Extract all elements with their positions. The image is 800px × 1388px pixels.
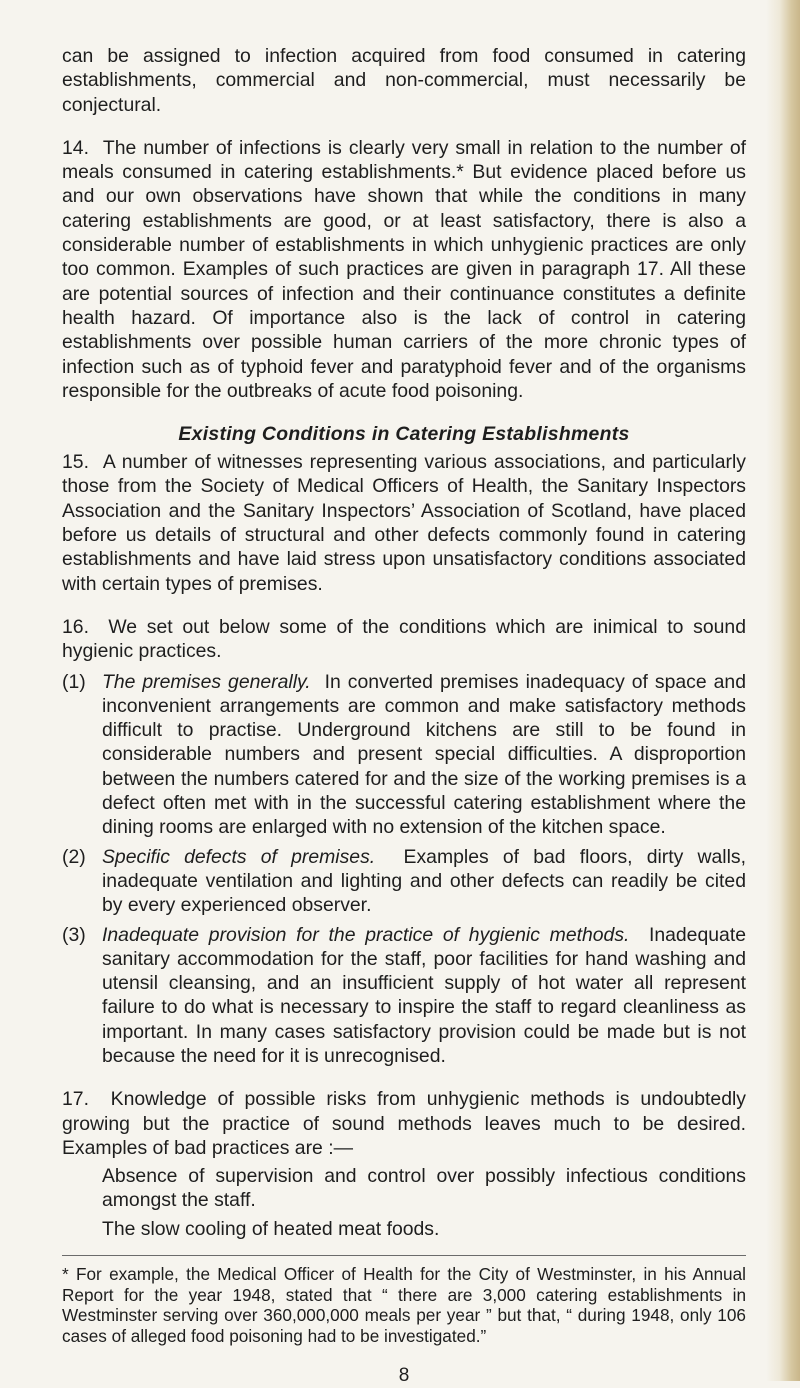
example-item: The slow cooling of heated meat foods. <box>102 1217 440 1240</box>
list-item-text: Inadequate sanitary accommodation for the staff, poor facilities for hand washing and utensil cleansing, and an insufficient supply of hot water all represent failure to do what is necessary to inspire the staff to regard cleanliness as important. In many cases satisfactory provision could be made but is not because the need for it is unrecognised. <box>102 923 746 1067</box>
paragraph-17-text: Knowledge of possible risks from unhygienic methods is undoubtedly growing but the practice of sound methods leaves much to be desired. Examples of bad practices are :— <box>62 1088 747 1159</box>
list-item-text: Examples of bad floors, dirty walls, inadequate ventilation and lighting and other defects can readily be cited by every experienced observer. <box>102 845 746 917</box>
list-item <box>62 670 746 840</box>
footnote-divider <box>62 1255 746 1256</box>
list-item-lead: The premises generally. <box>102 670 311 693</box>
list-item-lead: Inadequate provision for the practice of hygienic methods. <box>102 923 630 946</box>
paragraph-14-number: 14. <box>62 136 89 159</box>
footnote-text: * For example, the Medical Officer of Health for the City of Westminster, in his Annual Report for the year 1948, stated that “ there are 3,000 catering establishments in Westminster serving over 360,000,000 meals per year ” but that, “ during 1948, only 106 cases of alleged food poisoning had to be investigated.” <box>62 1264 746 1346</box>
paragraph-16 <box>62 615 746 664</box>
list-item-lead: Specific defects of premises. <box>102 845 376 868</box>
list-item-number: (3) <box>62 923 86 946</box>
list-item-number: (2) <box>62 845 86 868</box>
paragraph-15-text: A number of witnesses representing various associations, and particularly those from the Society of Medical Officers of Health, the Sanitary Inspectors Association and the Sanitary Inspectors’ Association of Scotland, have placed before us details of structural and other defects commonly found in catering establishments and have laid stress upon unsatisfactory conditions associated with certain types of premises. <box>62 451 746 595</box>
paragraph-14-text: The number of infections is clearly very small in relation to the number of meals consumed in catering establishments.* But evidence placed before us and our own observations have shown that while the conditions in many catering establishments are good, or at least satisfactory, there is also a considerable number of establishments in which unhygienic practices are only too common. Examples of such practices are given in paragraph 17. All these are potential sources of infection and their continuance constitutes a definite health hazard. Of importance also is the lack of control in catering establishments over possible human carriers of the more chronic types of infection such as of typhoid fever and paratyphoid fever and of the organisms responsible for the outbreaks of acute food poisoning. <box>62 136 746 402</box>
example-item: Absence of supervision and control over possibly infectious conditions amongst the staff. <box>102 1165 746 1212</box>
list-item-text: In converted premises inadequacy of space and inconvenient arrangements are common and make satisfactory methods difficult to practise. Underground kitchens are still to be found in considerable numbers and present special difficulties. A disproportion between the numbers catered for and the size of the working premises is a defect often met with in the successful catering establishment where the dining rooms are enlarged with no extension of the kitchen space. <box>102 670 746 839</box>
paragraph-16-text: We set out below some of the conditions which are inimical to sound hygienic practices. <box>62 615 746 663</box>
intro-paragraph: can be assigned to infection acquired from food consumed in catering establishments, commercial and non-commercial, must necessarily be conjectural. <box>62 45 746 116</box>
paragraph-17-number: 17. <box>62 1088 89 1111</box>
page-edge-shadow <box>766 0 800 1381</box>
paragraph-17 <box>62 1087 746 1160</box>
list-item-number: (1) <box>62 670 86 693</box>
footnote <box>62 1264 746 1346</box>
section-heading: Existing Conditions in Catering Establishments <box>178 423 630 446</box>
paragraph-14 <box>62 136 746 403</box>
paragraph-15 <box>62 450 746 596</box>
page-number: 8 <box>398 1365 410 1387</box>
paragraph-16-number: 16. <box>62 615 89 638</box>
list-item <box>62 923 746 1069</box>
list-item <box>62 845 746 918</box>
document-page <box>62 44 746 1388</box>
paragraph-15-number: 15. <box>62 451 89 474</box>
